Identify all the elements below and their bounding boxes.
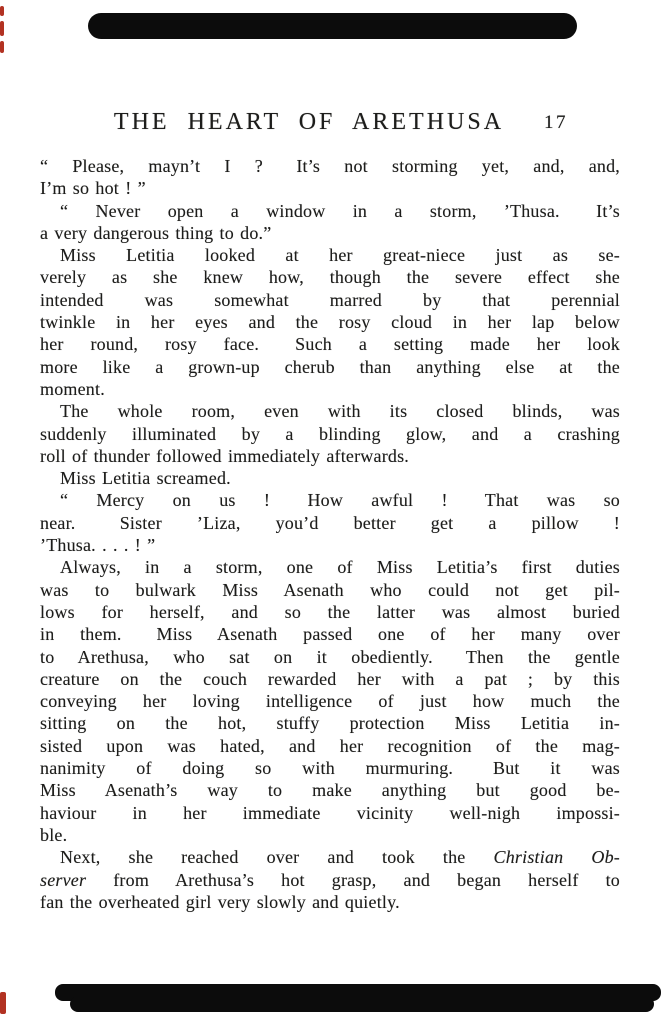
text-segment: Always, in a storm, one of Miss Letitia’s first duties [60,557,620,578]
text-line [40,869,620,891]
text-line [40,489,620,511]
text-line [40,266,620,288]
text-segment: to Arethusa, who sat on it obediently. Then the gentle [40,646,620,667]
text-line [40,222,620,244]
text-segment: roll of thunder followed immediately afterwards. [40,445,409,466]
text-segment: lows for herself, and so the latter was almost buried [40,601,620,622]
text-segment: verely as she knew how, though the severe effect she [40,267,620,288]
text-segment: more like a grown-up cherub than anything else at the [40,356,620,377]
scanner-black-bar-top [88,13,577,39]
text-segment: moment. [40,378,105,399]
red-ink-mark-bottom [0,992,6,1014]
text-line [40,579,620,601]
text-segment: from Arethusa’s hot grasp, and began herself to [86,869,620,890]
text-segment: intended was somewhat marred by that perennial [40,289,620,310]
text-segment: ’Thusa. . . . ! ” [40,535,156,556]
text-line [40,824,620,846]
text-line [40,690,620,712]
text-line [40,668,620,690]
text-segment: sitting on the hot, stuffy protection Miss Letitia in- [40,713,620,734]
text-segment: creature on the couch rewarded her with a pat ; by this [40,668,620,689]
text-segment: fan the overheated girl very slowly and quietly. [40,891,400,912]
text-line [40,400,620,422]
text-segment: “ Please, mayn’t I ? It’s not storming yet, and, and, [40,156,620,176]
page-number: 17 [544,112,568,133]
text-line [40,601,620,623]
text-line [40,646,620,668]
text-line [40,757,620,779]
text-segment: Miss Letitia screamed. [60,468,231,489]
text-line [40,378,620,400]
page-header-title: THE HEART OF ARETHUSA [113,109,505,135]
text-segment: twinkle in her eyes and the rosy cloud in her lap below [40,312,620,333]
text-segment: nanimity of doing so with murmuring. But it was [40,758,620,779]
text-segment: conveying her loving intelligence of just how much the [40,691,620,712]
text-line [40,467,620,489]
text-line [40,333,620,355]
text-segment: in them. Miss Asenath passed one of her many over [40,624,620,645]
text-segment: haviour in her immediate vicinity well-nigh impossi- [40,802,620,823]
text-segment: near. Sister ’Liza, you’d better get a pillow ! [40,512,620,533]
text-line [40,802,620,824]
text-line [40,512,620,534]
text-line [40,356,620,378]
text-segment: The whole room, even with its closed blinds, was [60,401,620,422]
text-line [40,311,620,333]
text-segment: her round, rosy face. Such a setting made her look [40,334,620,355]
red-ink-mark-top-1 [0,6,4,16]
scanner-black-bar-bottom-lower [70,996,654,1012]
text-line [40,177,620,199]
text-line [40,200,620,222]
text-line [40,712,620,734]
text-block [40,155,620,913]
text-line [40,623,620,645]
text-line [40,289,620,311]
text-line [40,735,620,757]
text-segment: “ Mercy on us ! How awful ! That was so [60,490,620,511]
text-segment: Next, she reached over and took the [60,847,494,868]
text-segment: suddenly illuminated by a blinding glow, and a crashing [40,423,620,444]
text-segment: was to bulwark Miss Asenath who could not get pil- [40,579,620,600]
text-segment-italic: server [40,869,87,890]
text-segment: Miss Letitia looked at her great-niece just as se- [60,245,620,266]
text-line [40,445,620,467]
text-line [40,891,620,913]
red-ink-mark-top-2 [0,21,4,36]
text-line [40,244,620,266]
red-ink-mark-top-3 [0,41,4,53]
text-segment: Miss Asenath’s way to make anything but good be- [40,780,620,801]
text-line [40,534,620,556]
text-segment-italic: Christian Ob- [493,847,620,868]
text-line [40,155,620,177]
text-segment: ble. [40,824,68,845]
text-segment: sisted upon was hated, and her recognition of the mag- [40,735,620,756]
text-segment: a very dangerous thing to do.” [40,222,272,243]
text-line [40,423,620,445]
text-segment: I’m so hot ! ” [40,178,146,199]
text-segment: “ Never open a window in a storm, ’Thusa. It’s [60,200,620,221]
text-line [40,779,620,801]
text-line [40,846,620,868]
text-line [40,556,620,578]
